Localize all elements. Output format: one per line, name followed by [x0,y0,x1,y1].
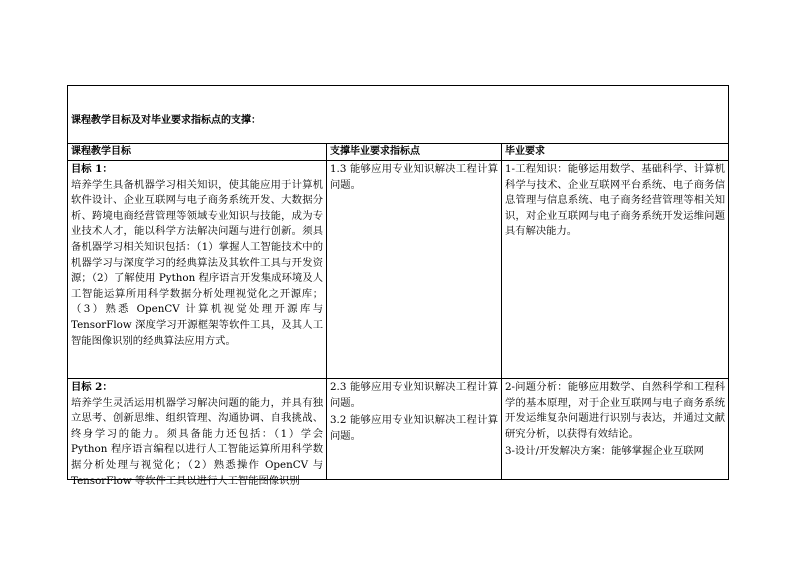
indicator-text: 2.3 能够应用专业知识解决工程计算问题。 [330,381,498,409]
table-header-row [68,144,729,161]
indicator-text: 3.2 能够应用专业知识解决工程计算问题。 [330,414,498,442]
indicator-text: 1.3 能够应用专业知识解决工程计算问题。 [330,163,498,191]
column-header-indicator: 支撑毕业要求指标点 [327,144,502,161]
requirement-text: 1-工程知识：能够运用数学、基础科学、计算机科学与技术、企业互联网平台系统、电子商务信息管理与信息系统、电子商务经营管理等相关知识，对企业互联网与电子商务系统开发运维问题具有解决能力。 [505,163,726,238]
indicator-cell [327,161,502,379]
requirement-cell [502,161,729,379]
requirement-cell [502,379,729,480]
goal-cell [68,161,327,379]
goal-text: 培养学生灵活运用机器学习解决问题的能力，并具有独立思考、创新思维、组织管理、沟通协调、自我挑战、终身学习的能力。须具备能力还包括：（1）学会 Python 程序语言编程以进行人工智能运算所用科学数据分析处理与视觉化；（2）熟悉操作 OpenCV 与 TensorFlow 等软件工具以进行人工智能图像识别 [71,396,323,487]
goal-label: 目标 1： [71,163,113,175]
indicator-cell [327,379,502,480]
table-row [68,379,729,480]
requirement-text: 2-问题分析：能够应用数学、自然科学和工程科学的基本原理，对于企业互联网与电子商务系统开发运维复杂问题进行识别与表达，并通过文献研究分析，以获得有效结论。 [505,381,726,440]
column-header-requirement: 毕业要求 [502,144,729,161]
table-title: 课程教学目标及对毕业要求指标点的支撑： [68,86,729,144]
column-header-goal: 课程教学目标 [68,144,327,161]
requirement-text: 3-设计/开发解决方案：能够掌握企业互联网 [505,445,704,458]
goal-text: 培养学生具备机器学习相关知识，使其能应用于计算机软件设计、企业互联网与电子商务系统开发、大数据分析、跨境电商经营管理等领域专业知识与技能，成为专业技术人才，能以科学方法解决问题与进行创新。须具备机器学习相关知识包括：（1）掌握人工智能技术中的机器学习与深度学习的经典算法及其软件工具与开发资源；（2）了解使用 Python 程序语言开发集成环境及人工智能运算所用科学数据分析处理视觉化之开源库；（3）熟悉 OpenCV 计算机视觉处理开源库与 TensorFlow 深度学习开源框架等软件工具，及其人工智能图像识别的经典算法应用方式。 [71,178,323,347]
table-row [68,161,729,379]
table-title-row [68,86,729,144]
goal-cell [68,379,327,487]
curriculum-table [67,85,729,487]
goal-label: 目标 2： [71,381,113,393]
